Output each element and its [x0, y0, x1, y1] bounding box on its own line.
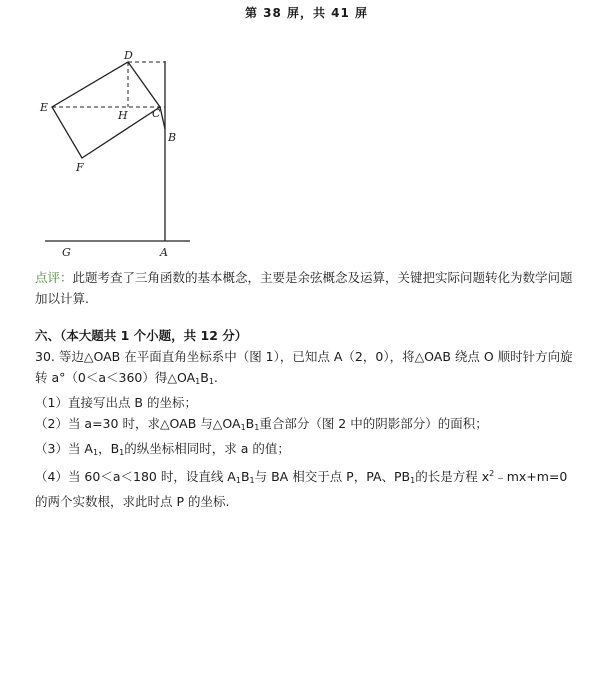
- intro-text: B: [200, 370, 209, 385]
- subscript: 1: [410, 476, 416, 485]
- review-paragraph: [35, 267, 580, 309]
- q4-text: ﹣mx+m=0 的两个实数根，求此时点 P 的坐标.: [35, 469, 568, 509]
- segment-cb: [160, 107, 165, 129]
- label-h: H: [118, 109, 128, 122]
- subscript: 1: [235, 476, 241, 485]
- problem-intro: [35, 346, 580, 392]
- problem-30: [35, 346, 580, 512]
- question-2: [35, 413, 580, 438]
- subscript: 1: [208, 377, 214, 386]
- geometry-figure: [20, 45, 210, 265]
- q4-text: 与 BA 相交于点 P，PA、PB: [254, 469, 411, 484]
- label-g: G: [62, 246, 71, 259]
- page-indicator: 第 38 屏，共 41 屏: [244, 6, 369, 20]
- subscript: 1: [195, 377, 201, 386]
- label-b: B: [168, 131, 177, 144]
- q3-text: ，B: [98, 441, 120, 456]
- subscript: 1: [92, 448, 99, 457]
- rectangle-defc: [52, 62, 160, 158]
- label-d: D: [124, 49, 133, 62]
- question-4: [35, 463, 580, 512]
- problem-number: 30.: [35, 349, 55, 364]
- q3-text: 的纵坐标相同时，求 a 的值；: [124, 441, 290, 456]
- question-3: [35, 438, 580, 463]
- label-c: C: [152, 107, 161, 120]
- superscript: 2: [489, 469, 495, 478]
- section-title: 六、（本大题共 1 个小题，共 12 分）: [35, 328, 248, 343]
- geometry-diagram: [20, 45, 210, 265]
- review-body: 此题考查了三角函数的基本概念，主要是余弦概念及运算，关键把实际问题转化为数学问题加以计算.: [35, 270, 573, 306]
- label-e: E: [40, 101, 49, 114]
- subscript: 1: [119, 448, 125, 457]
- intro-text: .: [213, 370, 218, 385]
- q4-text: 的长是方程 x: [415, 469, 490, 484]
- subscript: 1: [249, 476, 255, 485]
- label-f: F: [76, 161, 84, 174]
- label-a: A: [160, 246, 168, 259]
- q4-text: （4）当 60＜a＜180 时，设直线 A: [35, 469, 236, 484]
- q4-text: B: [240, 469, 250, 484]
- q2-text: 重合部分（图 2 中的阴影部分）的面积；: [259, 416, 488, 431]
- q2-text: B: [245, 416, 255, 431]
- q2-text: （2）当 a=30 时，求△OAB 与△OA: [35, 416, 241, 431]
- q3-text: （3）当 A: [35, 441, 93, 456]
- review-tag: 点评：: [35, 270, 73, 285]
- subscript: 1: [240, 423, 246, 432]
- question-1: （1）直接写出点 B 的坐标；: [35, 395, 197, 410]
- intro-text: 等边△OAB 在平面直角坐标系中（图 1），已知点 A（2，0），将△OAB 绕点 O 顺时针方向旋转 a°（0＜a＜360）得△OA: [35, 349, 573, 385]
- subscript: 1: [254, 423, 260, 432]
